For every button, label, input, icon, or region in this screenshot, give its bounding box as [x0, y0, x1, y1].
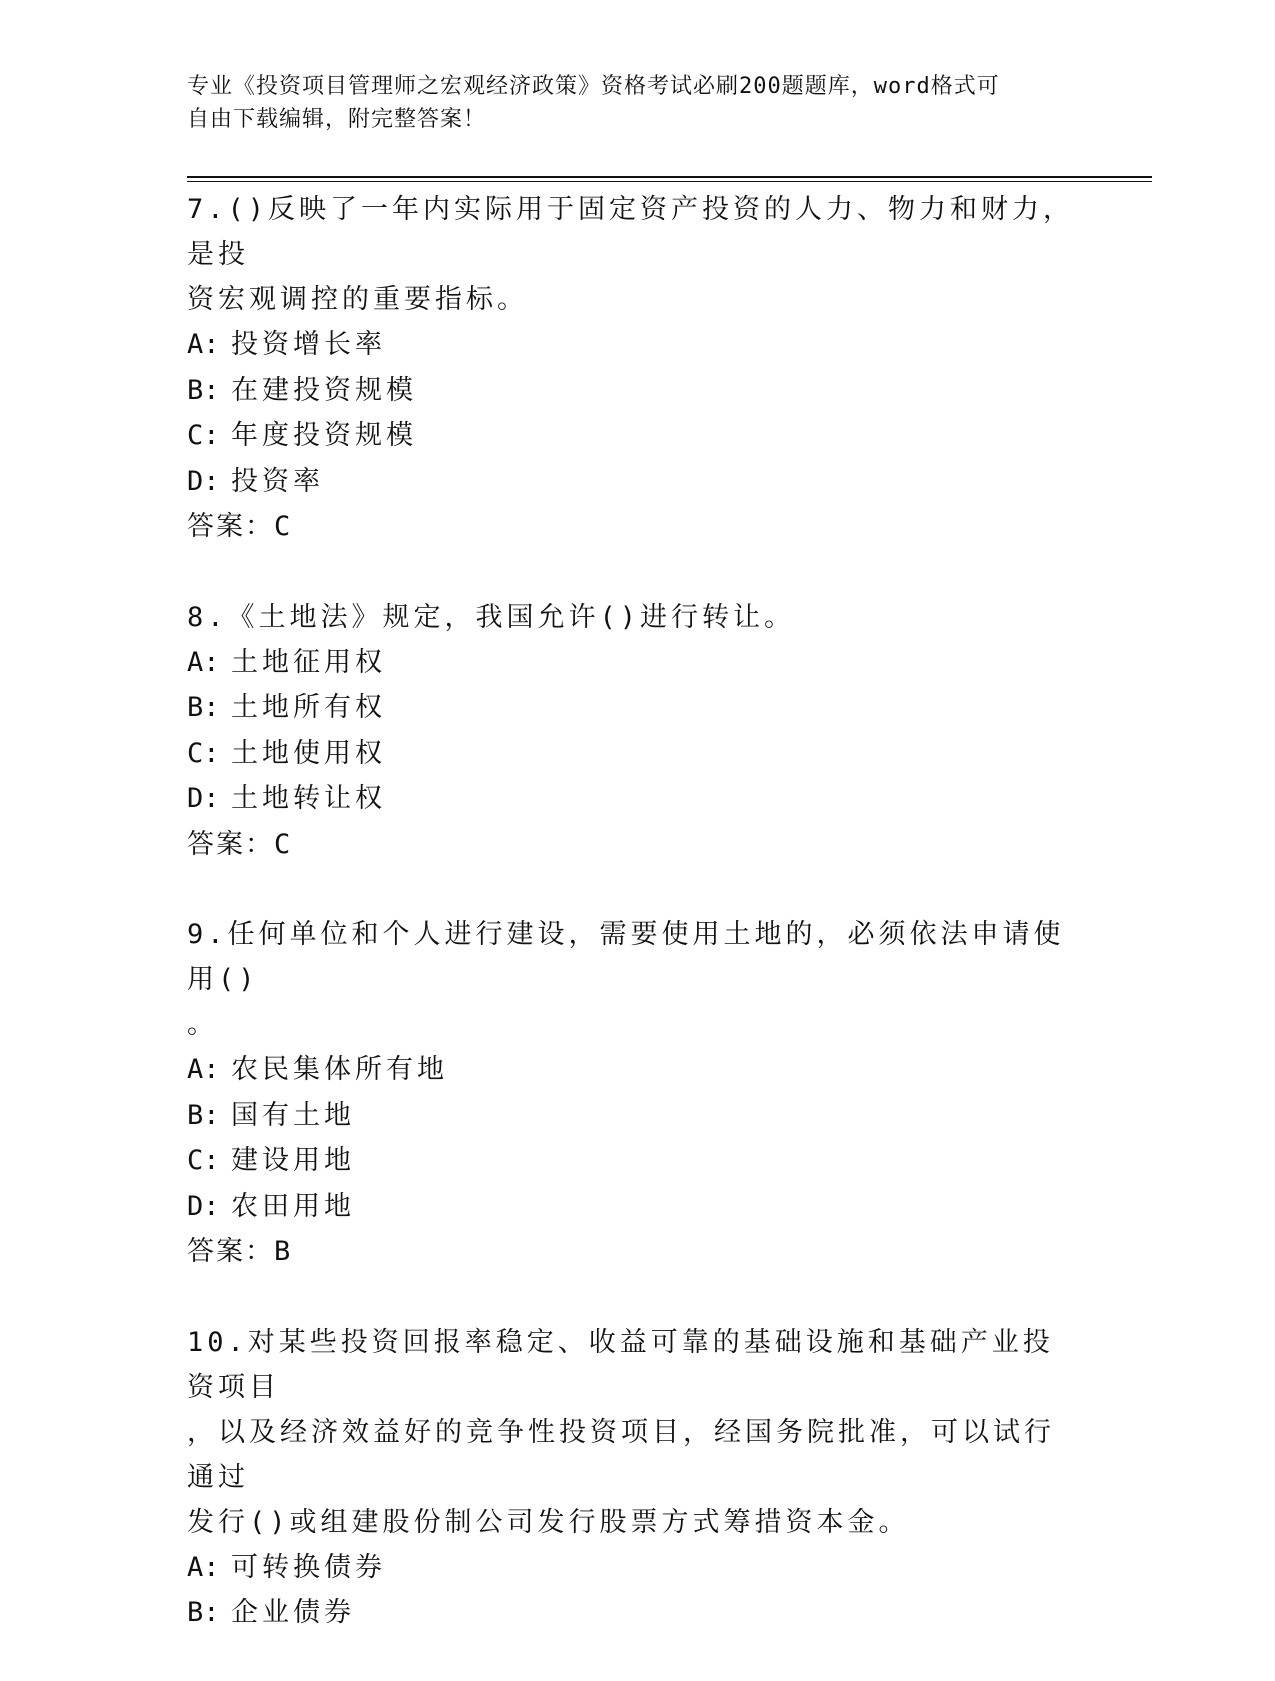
- option-letter: C:: [187, 420, 220, 451]
- option-letter: B:: [187, 374, 220, 406]
- question-text: [187, 595, 1077, 640]
- header-line-1: 专业《投资项目管理师之宏观经济政策》资格考试必刷200题题库，word格式可: [187, 74, 1000, 99]
- answer-option: [187, 1138, 1077, 1184]
- option-text: 在建投资规模: [231, 374, 417, 406]
- option-text: 投资率: [231, 465, 324, 497]
- answer-option: [187, 776, 1077, 822]
- question-text-line: 10.对某些投资回报率稳定、收益可靠的基础设施和基础产业投资项目: [187, 1326, 1054, 1403]
- option-letter: C:: [187, 737, 220, 769]
- option-text: 土地使用权: [231, 737, 386, 769]
- question-block: [187, 595, 1077, 868]
- question-text-line: 发行()或组建股份制公司发行股票方式筹措资本金。: [187, 1506, 910, 1538]
- option-letter: C:: [187, 1145, 220, 1176]
- option-letter: A:: [187, 1551, 220, 1583]
- question-list: [187, 187, 1077, 1681]
- question-text-line: 9.任何单位和个人进行建设，需要使用土地的，必须依法申请使用(): [187, 919, 1065, 995]
- option-text: 可转换债券: [231, 1551, 386, 1583]
- answer-option: [187, 459, 1077, 505]
- answer-key: 答案：C: [187, 828, 293, 860]
- option-text: 农民集体所有地: [231, 1054, 448, 1085]
- option-letter: B:: [187, 1597, 220, 1628]
- answer-option: [187, 1047, 1077, 1093]
- answer-option: [187, 413, 1077, 459]
- option-letter: D:: [187, 783, 220, 814]
- question-block: [187, 1320, 1077, 1636]
- question-text-line: 。: [187, 1009, 218, 1040]
- option-letter: D:: [187, 465, 220, 497]
- option-text: 国有土地: [231, 1099, 355, 1131]
- question-text: [187, 1320, 1077, 1545]
- question-text-line: 资宏观调控的重要指标。: [187, 284, 528, 315]
- option-text: 年度投资规模: [231, 420, 417, 451]
- option-text: 企业债券: [231, 1597, 355, 1628]
- option-text: 农田用地: [231, 1190, 355, 1222]
- question-block: [187, 912, 1077, 1275]
- option-text: 土地征用权: [231, 646, 386, 678]
- option-letter: A:: [187, 646, 220, 678]
- answer-option: [187, 1545, 1077, 1591]
- question-block: [187, 187, 1077, 550]
- header-divider: [187, 176, 1152, 178]
- document-header: [187, 70, 1067, 136]
- header-line-2: 自由下载编辑，附完整答案！: [187, 107, 487, 132]
- option-text: 建设用地: [231, 1145, 355, 1176]
- option-letter: B:: [187, 692, 220, 723]
- option-letter: A:: [187, 1054, 220, 1085]
- option-text: 土地转让权: [231, 783, 386, 814]
- answer-key: 答案：C: [187, 511, 293, 542]
- question-text-line: 7.()反映了一年内实际用于固定资产投资的人力、物力和财力，是投: [187, 194, 1075, 270]
- question-text-line: ，以及经济效益好的竞争性投资项目，经国务院批准，可以试行通过: [187, 1416, 1055, 1493]
- answer-option: [187, 322, 1077, 368]
- question-text: [187, 187, 1077, 322]
- answer-option: [187, 731, 1077, 777]
- option-letter: B:: [187, 1099, 220, 1131]
- option-letter: A:: [187, 329, 220, 360]
- question-text-line: 8.《土地法》规定，我国允许()进行转让。: [187, 601, 796, 633]
- answer-option: [187, 1184, 1077, 1230]
- answer-option: [187, 685, 1077, 731]
- answer-option: [187, 1590, 1077, 1636]
- header-divider-thin: [187, 181, 1152, 182]
- question-text: [187, 912, 1077, 1047]
- answer-option: [187, 640, 1077, 686]
- answer-key: 答案：B: [187, 1236, 293, 1267]
- option-text: 土地所有权: [231, 692, 386, 723]
- answer-option: [187, 1093, 1077, 1139]
- option-letter: D:: [187, 1190, 220, 1222]
- option-text: 投资增长率: [231, 329, 386, 360]
- answer-option: [187, 368, 1077, 414]
